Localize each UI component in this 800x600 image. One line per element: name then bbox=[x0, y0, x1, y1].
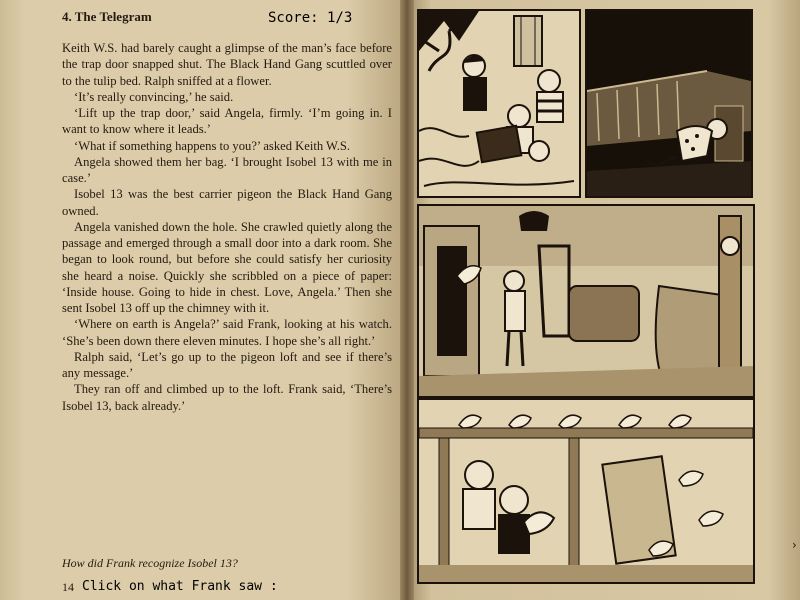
instruction-text: Click on what Frank saw : bbox=[82, 579, 278, 594]
panel-pigeon-loft[interactable] bbox=[417, 398, 755, 584]
next-page-chevron-icon[interactable]: › bbox=[792, 538, 797, 552]
panel-garden-trapdoor[interactable] bbox=[417, 9, 581, 198]
chapter-title: 4. The Telegram bbox=[62, 9, 152, 24]
story-paragraph: Isobel 13 was the best carrier pigeon the Black Hand Gang owned. bbox=[62, 187, 392, 218]
wooden-chest bbox=[569, 286, 639, 341]
page-number: 14 bbox=[62, 580, 74, 594]
story-paragraph: ‘Lift up the trap door,’ said Angela, firmly. ‘I’m going in. I want to know where it leads.’ bbox=[62, 106, 392, 137]
story-paragraph: ‘What if something happens to you?’ asked Keith W.S. bbox=[74, 138, 351, 153]
story-paragraph: They ran off and climbed up to the loft. Frank said, ‘There’s Isobel 13, back already.’ bbox=[62, 382, 392, 413]
book-gutter bbox=[400, 0, 414, 600]
story-paragraph: ‘It’s really convincing,’ he said. bbox=[74, 89, 234, 104]
panel-tunnel-crawl[interactable] bbox=[585, 9, 753, 198]
story-paragraph: Keith W.S. had barely caught a glimpse of the man’s face before the trap door snapped shut. The Black Hand Gang scuttled over to the tulip bed. Ralph sniffed at a flower. bbox=[62, 41, 392, 88]
story-text bbox=[62, 40, 392, 414]
story-paragraph: Angela showed them her bag. ‘I brought Isobel 13 with me in case.’ bbox=[62, 154, 392, 185]
story-paragraph: Angela vanished down the hole. She crawled quietly along the passage and emerged through a small door into a dark room. She began to look round, but before she could satisfy her curiosity she heard a noise. Quickly she scribbled on a piece of paper: ‘Inside house. Going to hide in chest. Love, Angela.’ Then she sent Isobel 13 off up the chimney with it. bbox=[62, 219, 392, 315]
panel-dark-room[interactable] bbox=[417, 204, 755, 398]
score-display: Score: 1/3 bbox=[268, 10, 353, 26]
story-paragraph: Ralph said, ‘Let’s go up to the pigeon loft and see if there’s any message.’ bbox=[62, 349, 392, 380]
question-text: How did Frank recognize Isobel 13? bbox=[62, 556, 238, 570]
story-paragraph: ‘Where on earth is Angela?’ said Frank, looking at his watch. ‘She’s been down there eleven minutes. I hope she’s all right.’ bbox=[62, 317, 392, 348]
